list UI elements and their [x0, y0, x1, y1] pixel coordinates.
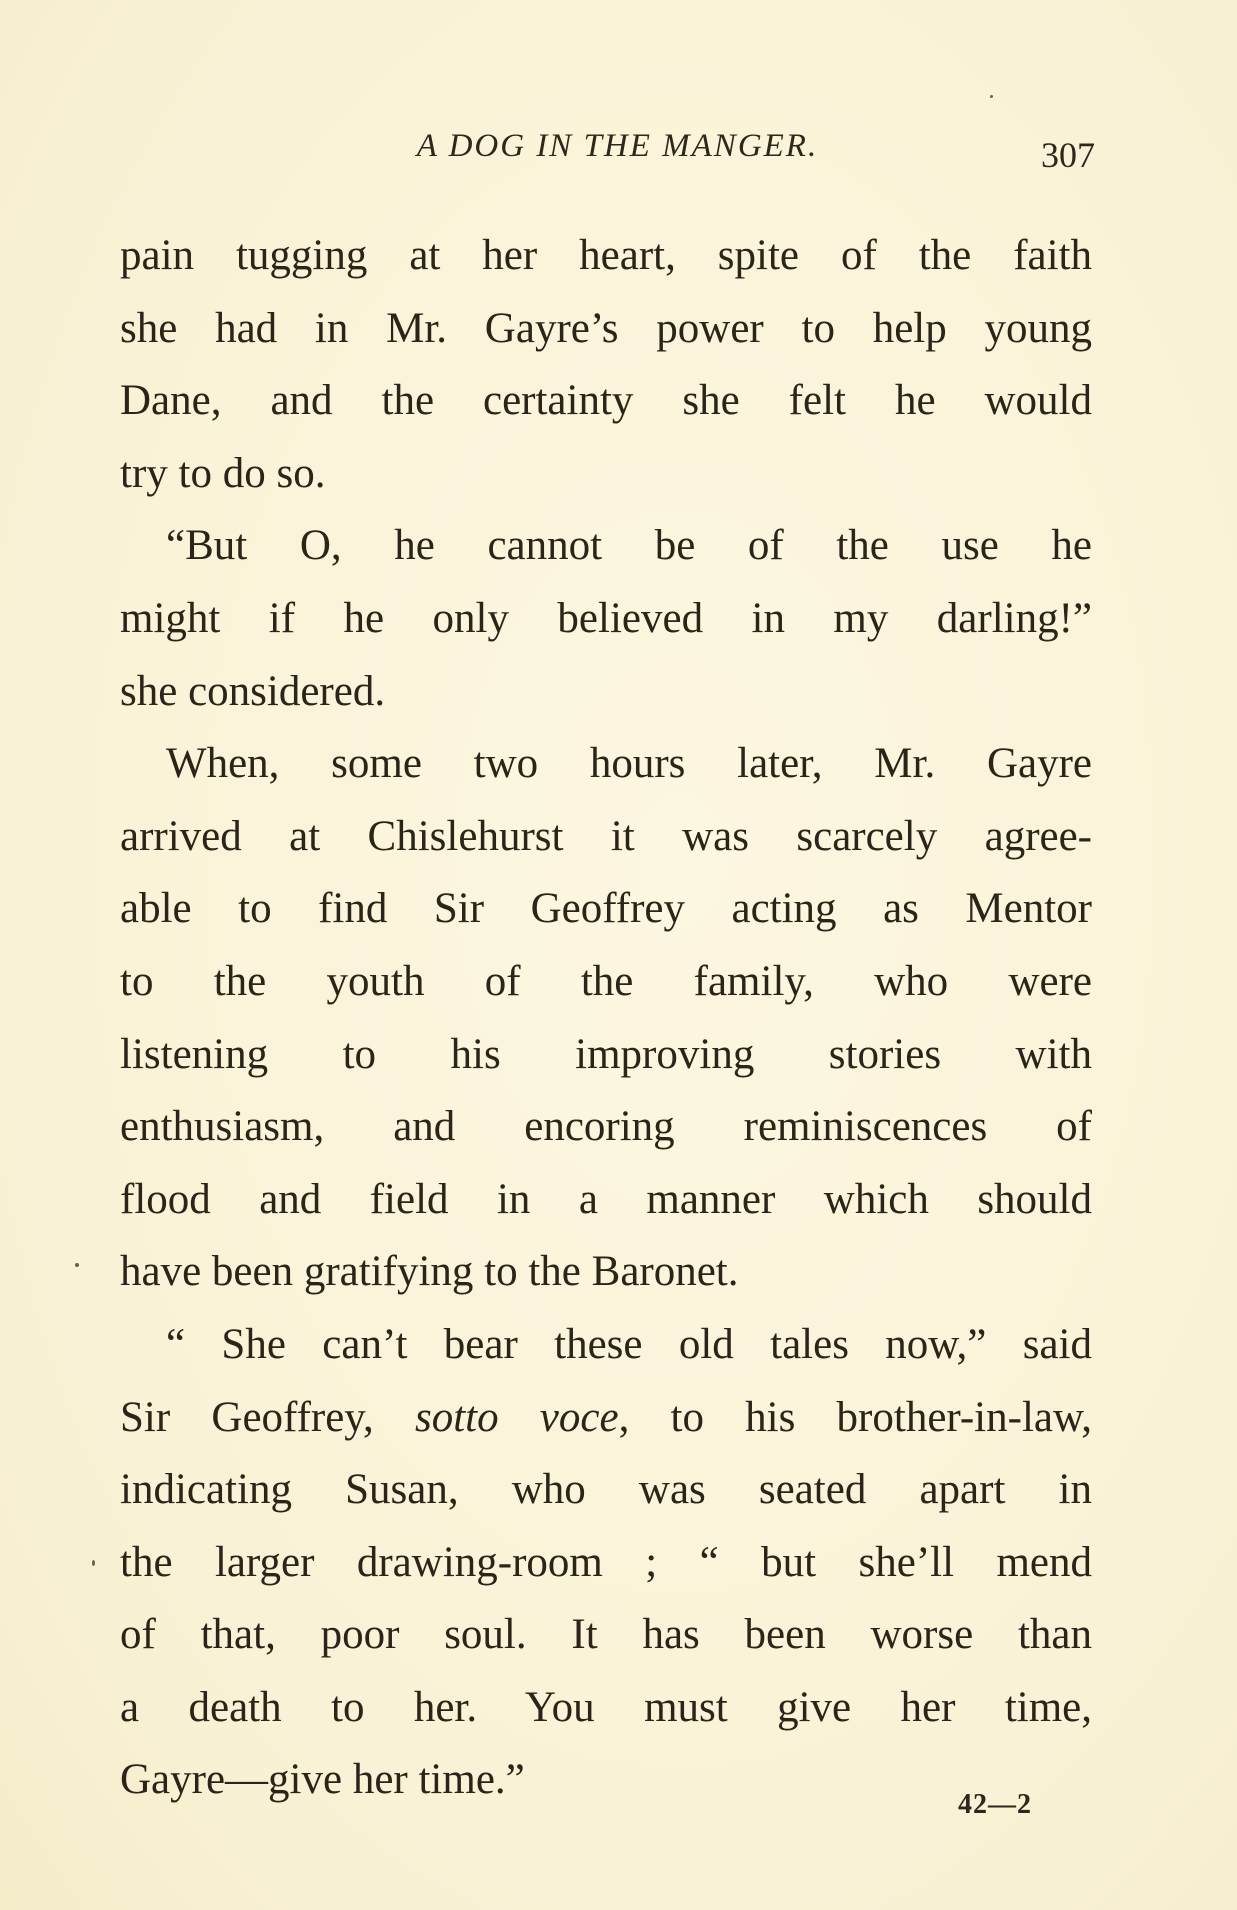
text-run: Sir Geoffrey,: [120, 1393, 415, 1441]
running-head: [120, 128, 1095, 175]
text-line: “ She can’t bear these old tales now,” said: [166, 1320, 1092, 1368]
text-line: Dane, and the certainty she felt he would: [120, 377, 1092, 425]
italic-phrase: sotto voce: [414, 1393, 619, 1441]
text-line: might if he only believed in my darling!”: [120, 594, 1092, 642]
text-line: the larger drawing-room ; “ but she’ll mend: [120, 1538, 1092, 1586]
text-line: pain tugging at her heart, spite of the faith: [120, 232, 1092, 279]
text-line: able to find Sir Geoffrey acting as Mentor: [120, 885, 1092, 933]
text-line-with-italic: [120, 1382, 1092, 1455]
text-line: Gayre—give her time.”: [120, 1756, 525, 1804]
text-line: of that, poor soul. It has been worse than: [120, 1611, 1092, 1659]
page-number: 307: [1041, 135, 1095, 175]
text-line: have been gratifying to the Baronet.: [120, 1248, 739, 1296]
text-line: indicating Susan, who was seated apart in: [120, 1466, 1092, 1514]
paper-speck: [92, 1560, 95, 1566]
text-line: enthusiasm, and encoring reminiscences of: [120, 1103, 1092, 1151]
text-line: flood and field in a manner which should: [120, 1175, 1092, 1223]
text-line: arrived at Chislehurst it was scarcely agree-: [120, 812, 1092, 860]
text-run: , to his brother-in-law,: [618, 1393, 1092, 1441]
printer-signature-mark: 42—2: [958, 1789, 1032, 1820]
text-line: she considered.: [120, 667, 386, 715]
text-line: When, some two hours later, Mr. Gayre: [166, 740, 1092, 788]
text-line: she had in Mr. Gayre’s power to help young: [120, 304, 1092, 352]
text-line: try to do so.: [120, 449, 326, 497]
text-line: to the youth of the family, who were: [120, 957, 1092, 1005]
text-line: listening to his improving stories with: [120, 1030, 1092, 1078]
text-line: a death to her. You must give her time,: [120, 1683, 1092, 1731]
text-line: “But O, he cannot be of the use he: [166, 522, 1092, 570]
running-title: A DOG IN THE MANGER.: [416, 128, 819, 164]
body-text: [120, 220, 1092, 1817]
paper-speck: [75, 1263, 79, 1267]
paper-speck: [990, 95, 993, 98]
